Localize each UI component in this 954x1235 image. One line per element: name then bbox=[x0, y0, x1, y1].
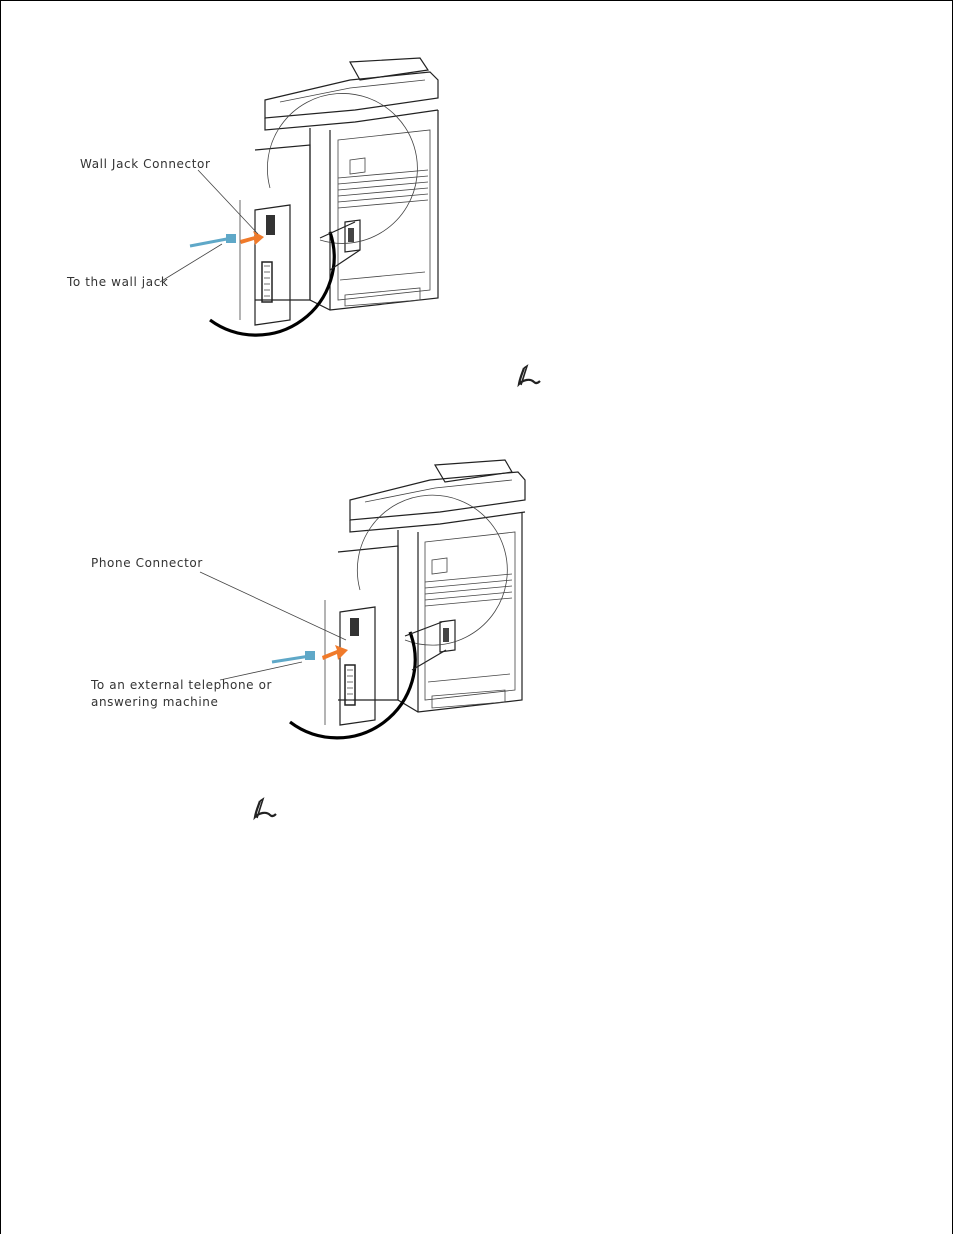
label-to-external-telephone-line1: To an external telephone or bbox=[91, 678, 273, 692]
printer-illustration bbox=[338, 460, 525, 712]
label-phone-connector: Phone Connector bbox=[91, 556, 203, 570]
figure-wall-jack bbox=[66, 58, 438, 335]
leader-to-wall-jack bbox=[160, 244, 222, 282]
leader-phone-connector bbox=[200, 572, 346, 640]
magnified-detail bbox=[272, 495, 507, 738]
label-wall-jack-connector: Wall Jack Connector bbox=[80, 157, 211, 171]
figure-phone-connector bbox=[90, 460, 525, 738]
magnified-detail bbox=[190, 93, 417, 335]
leader-wall-jack-connector bbox=[198, 170, 258, 234]
label-to-external-telephone-line2: answering machine bbox=[91, 695, 219, 709]
label-to-the-wall-jack: To the wall jack bbox=[67, 275, 169, 289]
vent-grill bbox=[425, 574, 512, 606]
note-pencil-icon bbox=[255, 799, 276, 818]
printer-illustration bbox=[255, 58, 438, 310]
note-pencil-icon bbox=[519, 366, 540, 385]
